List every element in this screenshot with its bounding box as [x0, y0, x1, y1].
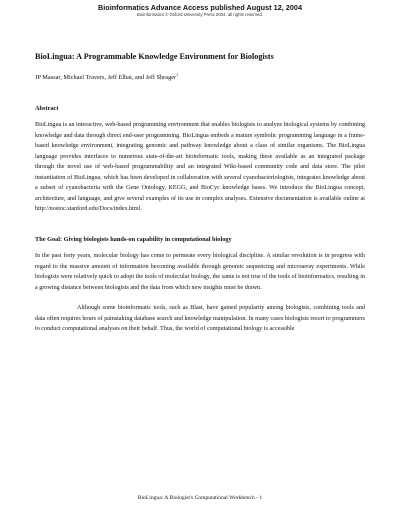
paper-body — [35, 52, 365, 335]
author-names: JP Massar, Michael Travers, Jeff Elhai, and Jeff Shrager — [35, 74, 177, 82]
section-heading-goal: The Goal: Giving biologists hands-on capability in computational biology — [35, 236, 232, 244]
journal-banner — [0, 4, 400, 17]
page-footer: BioLingua: A Biologist's Computational Workbench - 1 — [137, 495, 263, 501]
paragraph-2: Although some bioinformatic tools, such as Blast, have gained popularity among biologists, combining tools and data often requires hours of painstaking database search and knowledge manipulation. In many cases biologists resort to programmers to conduct computational analyses on their behalf. Thus, the world of computational biology is accessible — [35, 305, 365, 333]
journal-banner-title: Bioinformatics Advance Access published August 12, 2004 — [97, 3, 303, 12]
journal-banner-copyright: Bioinformatics © Oxford University Press 2004; all rights reserved. — [137, 12, 263, 17]
paragraph-1: In the past forty years, molecular biology has come to permeate every biological discipline. A similar revolution is in progress with regard to the massive amount of information becoming available through genomic sequencing and microarray experiments. While biologists were relatively quick to adopt the tools of molecular biology, the same is not true of the tools of bioinformatics, resulting in a growing distance between biologists and the data from which new insights must be drawn. — [35, 253, 365, 291]
abstract-text: BioLingua is an interactive, web-based programming environment that enables biologists to analyze biological systems by combining knowledge and data through direct end-user programming. BioLingua embeds a mature symbolic programming language in a frame-based knowledge environment, integrating genomic and pathway knowledge about a class of similar organisms. The BioLingua language provides interfaces to numerous state-of-the-art bioinformatic tools, making these available as an integrated package through the novel use of web-based programmability and an integrated Wiki-based community code and data store. The pilot instantiation of BioLingua, which has been developed in collaboration with several cyanobacteriologists, integrates knowledge about a subset of cyanobacteria with the Gene Ontology, KEGG, and BioCyc knowledge bases. We introduce the BioLingua concept, architecture, and language, and give several examples of its use in complex analyses. Extensive documentation is available online at http://nostoc.stanford.edu/Docs/index.html. — [35, 122, 365, 213]
paper-title: BioLingua: A Programmable Knowledge Environment for Biologists — [35, 52, 274, 61]
author-list — [35, 71, 365, 82]
abstract-heading: Abstract — [35, 105, 59, 113]
author-footnote-mark: 1 — [176, 72, 179, 77]
